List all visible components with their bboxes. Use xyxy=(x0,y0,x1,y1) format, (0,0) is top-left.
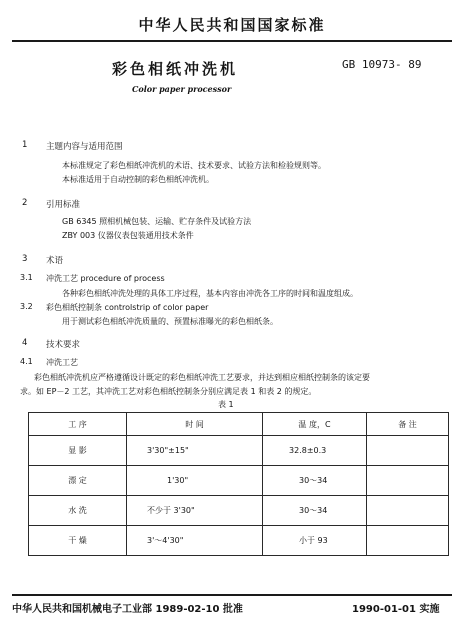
standard-header: 中华人民共和国国家标准 xyxy=(138,16,326,34)
time-cell: 3'～4'30" xyxy=(127,526,263,556)
process-table xyxy=(28,412,449,556)
term-3-1-number: 3.1 xyxy=(20,273,33,282)
table-row xyxy=(29,436,449,466)
table-row xyxy=(29,496,449,526)
reference-standard: GB 6345 照相机械包装、运输、贮存条件及试验方法 xyxy=(62,217,252,226)
column-header-step: 工 序 xyxy=(29,413,127,436)
remarks-cell xyxy=(367,496,449,526)
footer-rule xyxy=(12,594,452,596)
temperature-cell: 32.8±0.3 xyxy=(263,436,367,466)
reference-standard: ZBY 003 仪器仪表包装通用技术条件 xyxy=(62,231,194,240)
step-cell: 干 燥 xyxy=(29,526,127,556)
step-cell: 水 洗 xyxy=(29,496,127,526)
document-title: 彩色相纸冲洗机 xyxy=(112,60,239,78)
column-header-time: 时 间 xyxy=(127,413,263,436)
table-row xyxy=(29,526,449,556)
standard-code: GB 10973- 89 xyxy=(342,58,422,71)
step-cell: 漂 定 xyxy=(29,466,127,496)
remarks-cell xyxy=(367,466,449,496)
column-header-temperature: 温 度，C xyxy=(263,413,367,436)
clause-4-1-paragraph: 求。如 EP－2 工艺，其冲洗工艺对彩色相纸控制条分别应满足表 1 和表 2 的规定。 xyxy=(20,387,317,396)
clause-4-1-title: 冲洗工艺 xyxy=(46,358,78,367)
term-3-2-definition: 用于测试彩色相纸冲洗质量的、预置标准曝光的彩色相纸条。 xyxy=(62,317,278,326)
section-3-number: 3 xyxy=(22,254,28,264)
clause-4-1-number: 4.1 xyxy=(20,357,33,366)
remarks-cell xyxy=(367,436,449,466)
table-header-row xyxy=(29,413,449,436)
header-rule xyxy=(12,40,452,42)
temperature-cell: 30～34 xyxy=(263,466,367,496)
temperature-cell: 小于 93 xyxy=(263,526,367,556)
section-4-number: 4 xyxy=(22,338,28,348)
term-3-2-number: 3.2 xyxy=(20,302,33,311)
section-2-number: 2 xyxy=(22,198,28,208)
section-1-paragraph: 本标准适用于自动控制的彩色相纸冲洗机。 xyxy=(62,175,214,184)
section-1-title: 主题内容与适用范围 xyxy=(46,142,123,152)
section-1-paragraph: 本标准规定了彩色相纸冲洗机的术语、技术要求、试验方法和检验规则等。 xyxy=(62,161,326,170)
temperature-cell: 30～34 xyxy=(263,496,367,526)
term-3-2-term: 彩色相纸控制条 controlstrip of color paper xyxy=(46,303,209,312)
column-header-remarks: 备 注 xyxy=(367,413,449,436)
section-4-title: 技术要求 xyxy=(46,340,81,350)
time-cell: 1'30" xyxy=(127,466,263,496)
section-3-title: 术语 xyxy=(46,256,64,266)
step-cell: 显 影 xyxy=(29,436,127,466)
clause-4-1-paragraph: 彩色相纸冲洗机应严格遵循设计既定的彩色相纸冲洗工艺要求，并达到相应相纸控制条的该定要 xyxy=(34,373,370,382)
section-1-number: 1 xyxy=(22,140,28,150)
remarks-cell xyxy=(367,526,449,556)
time-cell: 不少于 3'30" xyxy=(127,496,263,526)
term-3-1-definition: 各种彩色相纸冲洗处理的具体工序过程，基本内容由冲洗各工序的时间和温度组成。 xyxy=(62,289,358,298)
implementation-date: 1990-01-01 实施 xyxy=(352,604,440,615)
time-cell: 3'30"±15" xyxy=(127,436,263,466)
table-1-caption: 表 1 xyxy=(218,400,234,409)
approval-footer: 中华人民共和国机械电子工业部 1989-02-10 批准 xyxy=(12,604,243,615)
section-2-title: 引用标准 xyxy=(46,200,81,210)
table-row xyxy=(29,466,449,496)
term-3-1-term: 冲洗工艺 procedure of process xyxy=(46,274,165,283)
english-subtitle: Color paper processor xyxy=(132,84,232,94)
